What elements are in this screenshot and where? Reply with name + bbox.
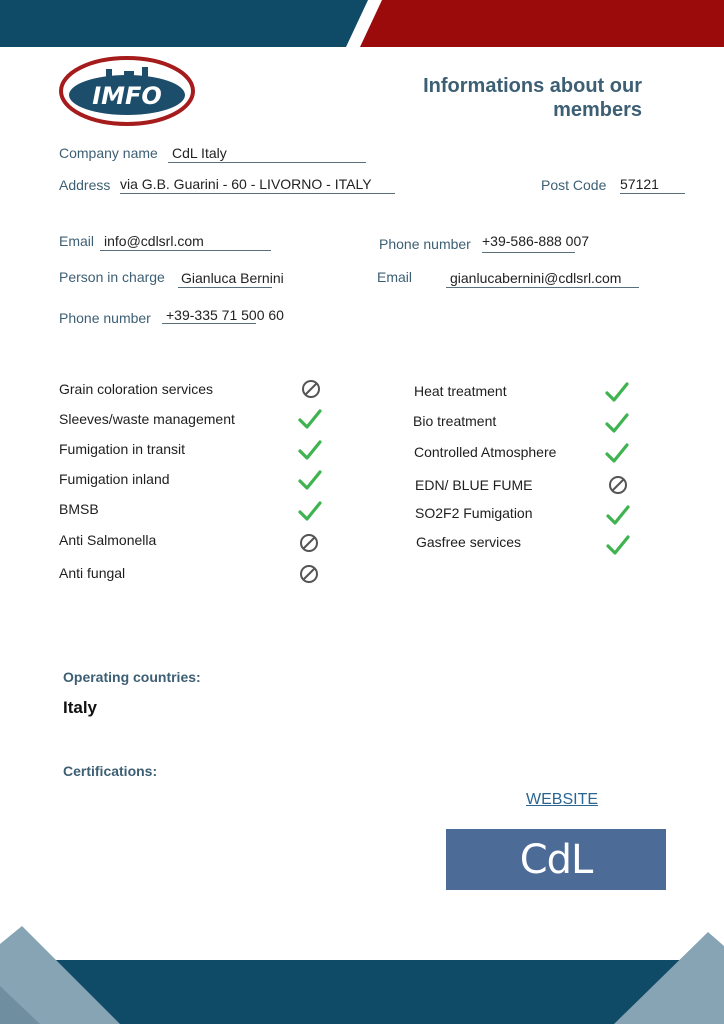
not-available-icon <box>298 377 324 401</box>
check-icon <box>297 468 323 492</box>
service-label: Fumigation in transit <box>59 441 186 457</box>
person-value: Gianluca Bernini <box>181 270 284 286</box>
check-icon <box>297 407 323 431</box>
company-email-label: Email <box>59 233 95 249</box>
company-phone-label: Phone number <box>379 236 471 252</box>
service-label: SO2F2 Fumigation <box>415 505 533 521</box>
company-email-underline <box>100 250 271 251</box>
bottom-banner <box>0 926 724 1024</box>
service-label: BMSB <box>59 501 99 517</box>
contact-email-value[interactable]: gianlucabernini@cdlsrl.com <box>450 270 622 286</box>
website-link[interactable]: WEBSITE <box>526 791 599 808</box>
contact-email-label: Email <box>377 269 413 285</box>
certifications-label: Certifications: <box>63 763 158 779</box>
service-label: Fumigation inland <box>59 471 170 487</box>
service-label: Anti fungal <box>59 565 126 581</box>
address-value: via G.B. Guarini - 60 - LIVORNO - ITALY <box>120 176 372 192</box>
check-icon <box>604 441 630 465</box>
company-phone-underline <box>482 252 575 253</box>
postcode-label: Post Code <box>541 177 607 193</box>
address-label: Address <box>59 177 111 193</box>
service-label: Heat treatment <box>414 383 507 399</box>
company-phone-value: +39-586-888 007 <box>482 233 590 249</box>
service-label: Grain coloration services <box>59 381 214 397</box>
contact-email-underline <box>446 287 639 288</box>
check-icon <box>297 499 323 523</box>
not-available-icon <box>296 562 322 586</box>
page-title: Informations about our members <box>423 75 642 121</box>
operating-countries-label: Operating countries: <box>63 669 201 685</box>
operating-countries-value: Italy <box>63 698 98 717</box>
service-label: Gasfree services <box>416 534 522 550</box>
postcode-underline <box>620 193 685 194</box>
not-available-icon <box>296 531 322 555</box>
check-icon <box>604 411 630 435</box>
postcode-value: 57121 <box>620 176 659 192</box>
service-label: Sleeves/waste management <box>59 411 235 427</box>
service-label: Bio treatment <box>413 413 497 429</box>
check-icon <box>604 380 630 404</box>
company-name-label: Company name <box>59 145 158 161</box>
check-icon <box>605 533 631 557</box>
company-email-value[interactable]: info@cdlsrl.com <box>104 233 204 249</box>
top-banner <box>0 0 724 47</box>
company-name-underline <box>168 162 366 163</box>
service-label: Controlled Atmosphere <box>414 444 557 460</box>
service-label: EDN/ BLUE FUME <box>415 477 533 493</box>
member-logo <box>446 829 666 890</box>
company-name-value: CdL Italy <box>172 145 227 161</box>
logo-text: IMFO <box>92 82 162 110</box>
contact-phone-value: +39-335 71 500 60 <box>166 307 284 323</box>
check-icon <box>297 438 323 462</box>
service-label: Anti Salmonella <box>59 532 157 548</box>
member-logo-text: CdL <box>519 836 593 883</box>
person-underline <box>178 287 272 288</box>
not-available-icon <box>605 473 631 497</box>
contact-phone-underline <box>162 323 256 324</box>
address-underline <box>120 193 395 194</box>
person-label: Person in charge <box>59 269 165 285</box>
imfo-logo <box>58 55 196 127</box>
contact-phone-label: Phone number <box>59 310 151 326</box>
check-icon <box>605 503 631 527</box>
